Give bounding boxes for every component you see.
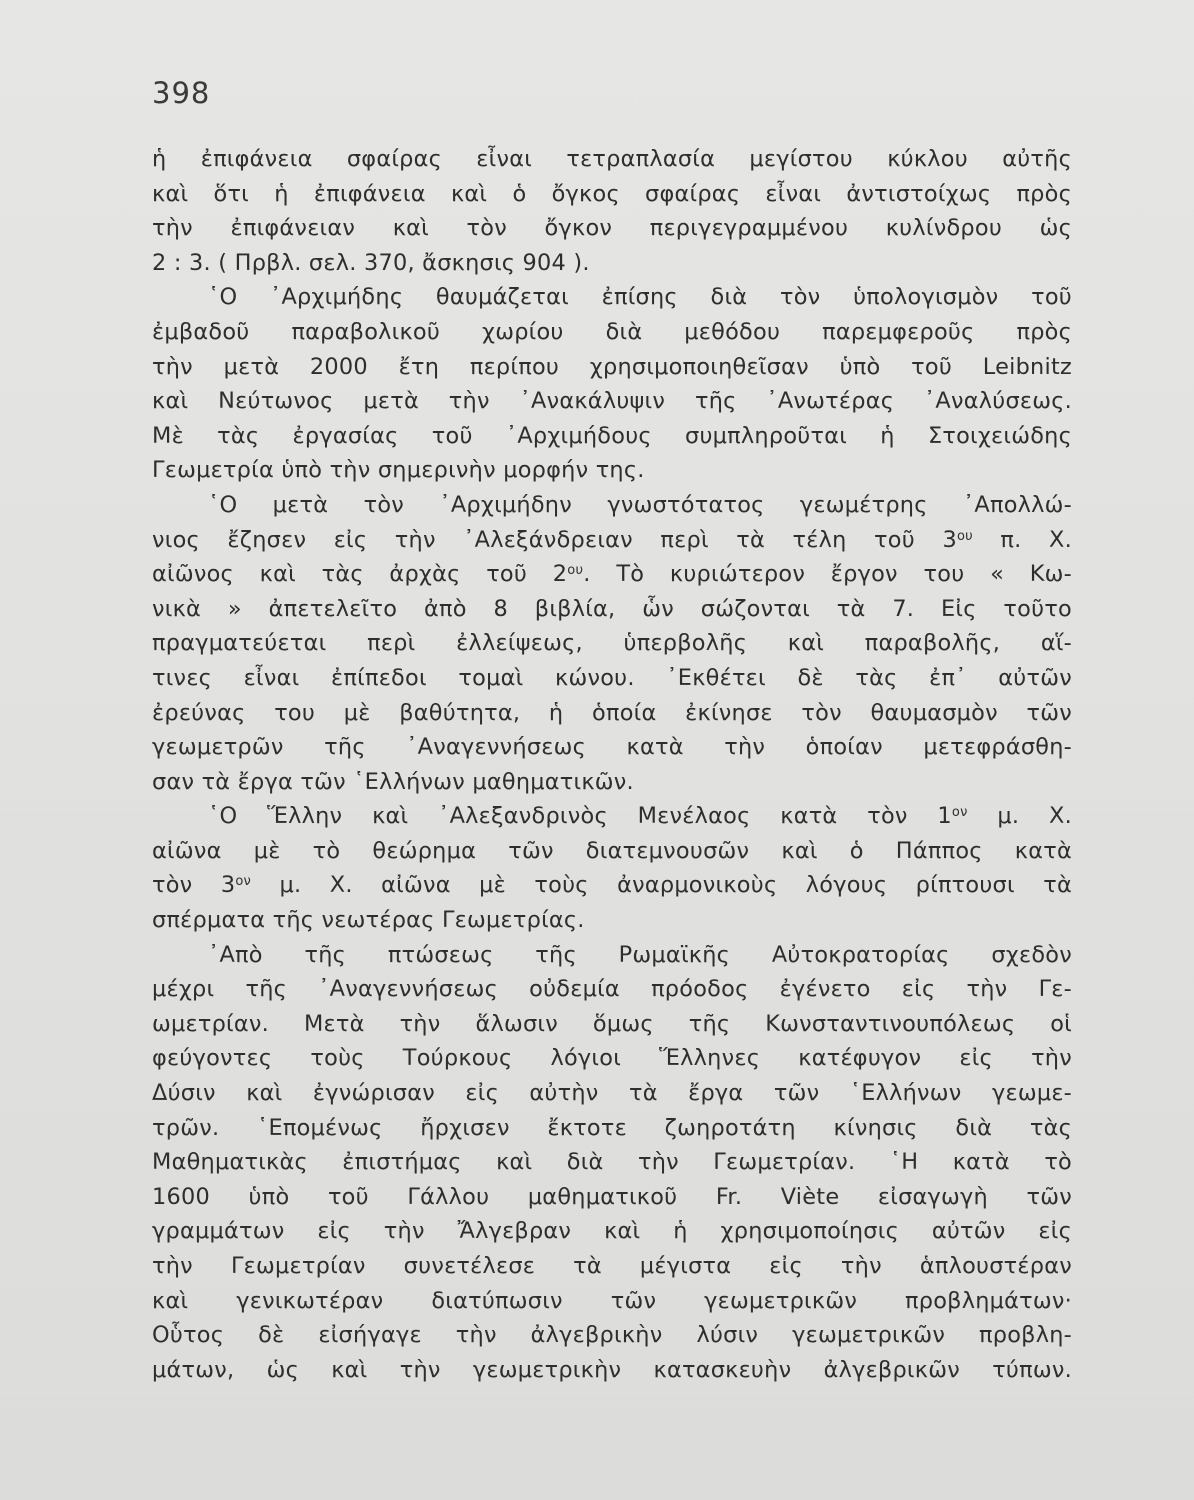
text-line	[152, 799, 1072, 834]
line-text: πραγματεύεται περὶ ἐλλείψεως, ὑπερβολῆς καὶ παραβολῆς, αἵ-	[152, 630, 1072, 657]
text-line	[152, 1041, 1072, 1076]
line-text: τὴν ἐπιφάνειαν καὶ τὸν ὄγκον περιγεγραμμένου κυλίνδρου ὡς	[152, 215, 1072, 242]
line-text: 2 : 3. ( Πρβλ. σελ. 370, ἄσκησις 904 ).	[152, 249, 590, 276]
line-text: νιος ἔζησεν εἰς τὴν ᾿Αλεξάνδρειαν περὶ τὰ τέλη τοῦ	[152, 526, 915, 553]
text-line	[152, 938, 1072, 973]
line-text: Οὗτος δὲ εἰσήγαγε τὴν ἀλγεβρικὴν λύσιν γεωμετρικῶν προβλη-	[152, 1322, 1072, 1349]
text-line	[152, 868, 1072, 903]
line-text: σπέρματα τῆς νεωτέρας Γεωμετρίας.	[152, 907, 585, 934]
line-text: καὶ γενικωτέραν διατύπωσιν τῶν γεωμετρικῶν προβλημάτων·	[152, 1287, 1072, 1314]
text-line	[152, 592, 1072, 627]
line-text: τινες εἶναι ἐπίπεδοι τομαὶ κώνου. ᾿Εκθέτει δὲ τὰς ἐπ᾿ αὐτῶν	[152, 664, 1072, 691]
line-text-continued: π. Χ.	[972, 526, 1072, 553]
line-text: ωμετρίαν. Μετὰ τὴν ἅλωσιν ὅμως τῆς Κωνσταντινουπόλεως οἱ	[152, 1010, 1072, 1037]
text-line	[152, 350, 1072, 385]
text-line	[152, 1076, 1072, 1111]
text-line	[152, 1318, 1072, 1353]
text-line	[152, 557, 1072, 592]
line-text: ῾Ο ᾿Αρχιμήδης θαυμάζεται ἐπίσης διὰ τὸν ὑπολογισμὸν τοῦ	[208, 284, 1072, 311]
ordinal-suffix: ον	[951, 805, 968, 821]
line-text: γεωμετρῶν τῆς ᾿Αναγεννήσεως κατὰ τὴν ὁποίαν μετεφράσθη-	[152, 734, 1072, 761]
line-text-continued: μ. Χ.	[967, 803, 1072, 830]
line-text: 1600 ὑπὸ τοῦ Γάλλου μαθηματικοῦ Fr. Viète εἰσαγωγὴ τῶν	[152, 1183, 1072, 1210]
line-text: Μαθηματικὰς ἐπιστήμας καὶ διὰ τὴν Γεωμετρίαν. ῾Η κατὰ τὸ	[152, 1149, 1072, 1176]
line-text: ἡ ἐπιφάνεια σφαίρας εἶναι τετραπλασία μεγίστου κύκλου αὐτῆς	[152, 146, 1072, 172]
page-number: 398	[152, 76, 211, 110]
text-line	[152, 1145, 1072, 1180]
text-line	[152, 523, 1072, 558]
line-text: αἰῶνος καὶ τὰς ἀρχὰς τοῦ 2	[152, 561, 568, 588]
text-line	[152, 1180, 1072, 1215]
text-line	[152, 834, 1072, 869]
text-line	[152, 972, 1072, 1007]
line-text: ῾Ο Ἕλλην καὶ ᾿Αλεξανδρινὸς Μενέλαος κατὰ τὸν 1	[208, 803, 952, 830]
text-line	[152, 661, 1072, 696]
line-text: σαν τὰ ἔργα τῶν ῾Ελλήνων μαθηματικῶν.	[152, 768, 634, 795]
line-text: τρῶν. ῾Επομένως ἤρχισεν ἔκτοτε ζωηροτάτη κίνησις διὰ τὰς	[152, 1114, 1072, 1141]
line-text: Γεωμετρία ὑπὸ τὴν σημερινὴν μορφήν της.	[152, 457, 645, 484]
line-text: τὴν Γεωμετρίαν συνετέλεσε τὰ μέγιστα εἰς τὴν ἁπλουστέραν	[152, 1253, 1072, 1279]
line-text: γραμμάτων εἰς τὴν Ἄλγεβραν καὶ ἡ χρησιμοποίησις αὐτῶν εἰς	[152, 1218, 1072, 1245]
line-text: καὶ Νεύτωνος μετὰ τὴν ᾿Ανακάλυψιν τῆς ᾿Ανωτέρας ᾿Αναλύσεως.	[152, 388, 1072, 415]
text-line	[152, 1284, 1072, 1319]
ordinal-suffix: ου	[956, 528, 973, 544]
text-line	[152, 1111, 1072, 1146]
line-text: Μὲ τὰς ἐργασίας τοῦ ᾿Αρχιμήδους συμπληροῦται ἡ Στοιχειώδης	[152, 422, 1072, 449]
text-line	[152, 177, 1072, 212]
text-line	[152, 315, 1072, 350]
text-line	[152, 1214, 1072, 1249]
text-line	[152, 488, 1072, 523]
line-text: φεύγοντες τοὺς Τούρκους λόγιοι Ἕλληνες κατέφυγον εἰς τὴν	[152, 1045, 1072, 1072]
text-line	[152, 765, 1072, 800]
line-text: ἐμβαδοῦ παραβολικοῦ χωρίου διὰ μεθόδου παρεμφεροῦς πρὸς	[152, 318, 1072, 345]
text-line	[152, 1007, 1072, 1042]
text-line	[152, 211, 1072, 246]
line-text-continued: . Τὸ κυριώτερον ἔργον του « Κω-	[583, 561, 1073, 588]
text-line	[152, 696, 1072, 731]
line-text-continued: μ. Χ. αἰῶνα μὲ τοὺς ἀναρμονικοὺς λόγους ρίπτουσι τὰ	[251, 872, 1072, 899]
line-text: νικὰ » ἀπετελεῖτο ἀπὸ 8 βιβλία, ὧν σώζονται τὰ 7. Εἰς τοῦτο	[152, 595, 1072, 622]
line-text: ἐρεύνας του μὲ βαθύτητα, ἡ ὁποία ἐκίνησε τὸν θαυμασμὸν τῶν	[152, 699, 1072, 726]
text-line	[152, 419, 1072, 454]
line-text: Δύσιν καὶ ἐγνώρισαν εἰς αὐτὴν τὰ ἔργα τῶν ῾Ελλήνων γεωμε-	[152, 1080, 1072, 1107]
line-text: ῾Ο μετὰ τὸν ᾿Αρχιμήδην γνωστότατος γεωμέτρης ᾿Απολλώ-	[208, 491, 1072, 518]
line-text: μέχρι τῆς ᾿Αναγεννήσεως οὐδεμία πρόοδος ἐγένετο εἰς τὴν Γε-	[152, 976, 1072, 1003]
text-line	[152, 1249, 1072, 1284]
line-text: τὸν 3	[152, 872, 236, 899]
ordinal-suffix: ον	[235, 874, 252, 890]
text-line	[152, 1353, 1072, 1388]
text-line	[152, 903, 1072, 938]
line-text: καὶ ὅτι ἡ ἐπιφάνεια καὶ ὁ ὄγκος σφαίρας εἶναι ἀντιστοίχως πρὸς	[152, 180, 1072, 207]
text-line	[152, 142, 1072, 177]
line-text: τὴν μετὰ 2000 ἔτη περίπου χρησιμοποιηθεῖσαν ὑπὸ τοῦ Leibnitz	[152, 353, 1072, 380]
text-line	[152, 730, 1072, 765]
text-line	[152, 626, 1072, 661]
line-text: μάτων, ὡς καὶ τὴν γεωμετρικὴν κατασκευὴν ἀλγεβρικῶν τύπων.	[152, 1356, 1072, 1383]
ordinal-suffix: ου	[567, 563, 584, 579]
text-line	[152, 280, 1072, 315]
line-text: ᾿Απὸ τῆς πτώσεως τῆς Ρωμαϊκῆς Αὐτοκρατορίας σχεδὸν	[208, 941, 1072, 968]
text-line	[152, 453, 1072, 488]
line-text: αἰῶνα μὲ τὸ θεώρημα τῶν διατεμνουσῶν καὶ ὁ Πάππος κατὰ	[152, 837, 1072, 864]
body-text	[152, 142, 1072, 1387]
text-line	[152, 246, 1072, 281]
text-line	[152, 384, 1072, 419]
line-numeral: 3	[914, 526, 957, 553]
